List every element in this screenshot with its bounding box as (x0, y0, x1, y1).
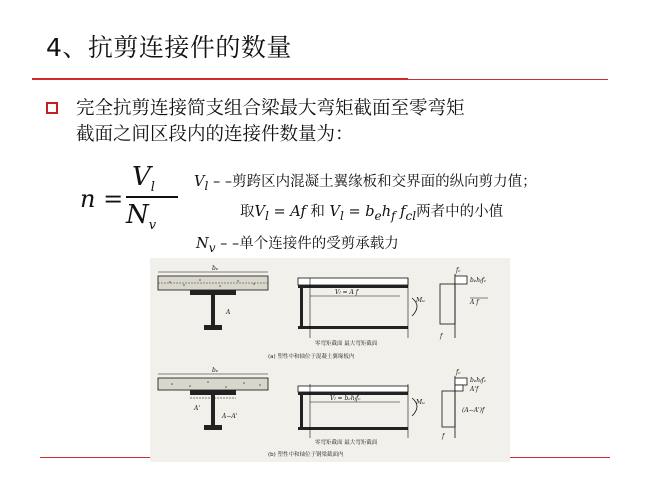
label-Af-prime-b: A'f (470, 386, 479, 393)
figure-svg (150, 258, 510, 462)
numerator-symbol: V (132, 162, 151, 192)
label-be-a: be (212, 265, 219, 272)
label-be-hf-fc-b: behffc (470, 377, 487, 384)
caption-a: (a) 塑性中和轴位于混凝土翼缘板内 (268, 354, 355, 360)
bullet-text (76, 96, 616, 148)
concrete-slab-b (158, 378, 268, 390)
label-vl-a: Vl = A f (335, 289, 358, 296)
vl-expr1-symbol: V (254, 204, 265, 220)
denominator-symbol: N (126, 200, 149, 230)
nv-symbol: N (196, 236, 209, 252)
label-Aprime-b: A' (194, 405, 200, 412)
label-mu-b: Mu (416, 399, 425, 406)
section-label-b: 零弯矩截面 最大弯矩截面 (315, 440, 378, 446)
label-fc-b: fc (456, 369, 461, 376)
vl-description: – –剪跨区内混凝土翼缘板和交界面的纵向剪力值； (208, 174, 537, 190)
formula-denominator (126, 200, 156, 233)
label-AminusAprime-b: A−A' (222, 413, 238, 420)
page-title: 4、抗剪连接件的数量 (46, 33, 292, 62)
steel-web-a (211, 295, 215, 325)
elevation-b (298, 384, 425, 446)
steel-web-b (211, 395, 215, 425)
denominator-subscript: v (148, 218, 157, 234)
caption-b: (b) 塑性中和轴位于钢梁截面内 (268, 452, 344, 458)
section-label-a: 零弯矩截面 最大弯矩截面 (315, 341, 378, 347)
stress-a (439, 267, 488, 340)
nv-description: – –单个连接件的受剪承载力 (215, 236, 399, 252)
section-b (158, 367, 268, 430)
vl-subscript: l (204, 178, 209, 193)
steel-top-flange-b (190, 390, 236, 395)
nv-subscript: v (208, 240, 216, 255)
label-AminusAprime-f-b: (A−A')f (462, 407, 485, 414)
label-mu-a: Mu (416, 297, 425, 304)
and-label: 和 (305, 204, 330, 220)
label-vl-b: Vl = behffc (330, 395, 361, 402)
definition-vl (194, 170, 537, 193)
take-label: 取 (240, 204, 255, 220)
elevation-a (298, 278, 425, 347)
steel-top-flange-a (190, 290, 236, 295)
formula-lhs: n = (80, 185, 124, 213)
bullet-line-2: 截面之间区段内的连接件数量为： (76, 124, 354, 145)
fraction-bar (126, 196, 178, 198)
numerator-subscript: l (150, 180, 155, 196)
title-underline-thin (408, 79, 608, 80)
steel-bottom-flange-a (204, 325, 222, 330)
vl-expr1-tail: = Af (268, 204, 306, 220)
section-a (158, 265, 268, 330)
label-be-b: be (212, 367, 219, 374)
label-A-a: A (226, 309, 231, 316)
steel-bottom-flange-b (204, 425, 222, 430)
footer-rule-left (40, 457, 150, 458)
bullet-line-1: 完全抗剪连接简支组合梁最大弯矩截面至零弯矩 (76, 98, 465, 119)
definition-vl-take: 取$V_l = Af$ 和 $V_l = b_eh_f$ $f_{cl}$两者中的小值 (240, 204, 504, 223)
label-f-a: f (440, 333, 443, 340)
formula-numerator (132, 162, 155, 195)
vl-expr2-tail: = b (343, 204, 375, 220)
bullet-square-icon (46, 102, 58, 114)
label-fc-a: fc (456, 267, 461, 274)
bullet-item (46, 96, 616, 148)
definition-nv (196, 232, 399, 255)
vl-symbol: V (194, 174, 205, 190)
label-be-hf-fc-a: behffc (470, 277, 487, 284)
stress-b (441, 369, 487, 440)
label-f-b: f (442, 433, 445, 440)
footer-rule-right (510, 457, 610, 458)
vl-expr2-rest: 两者中的小值 (416, 204, 504, 220)
vl-expr2-symbol: V (329, 204, 341, 220)
composite-beam-figure (150, 258, 510, 462)
title-underline (32, 78, 408, 80)
label-Af-a: A f (470, 299, 479, 306)
